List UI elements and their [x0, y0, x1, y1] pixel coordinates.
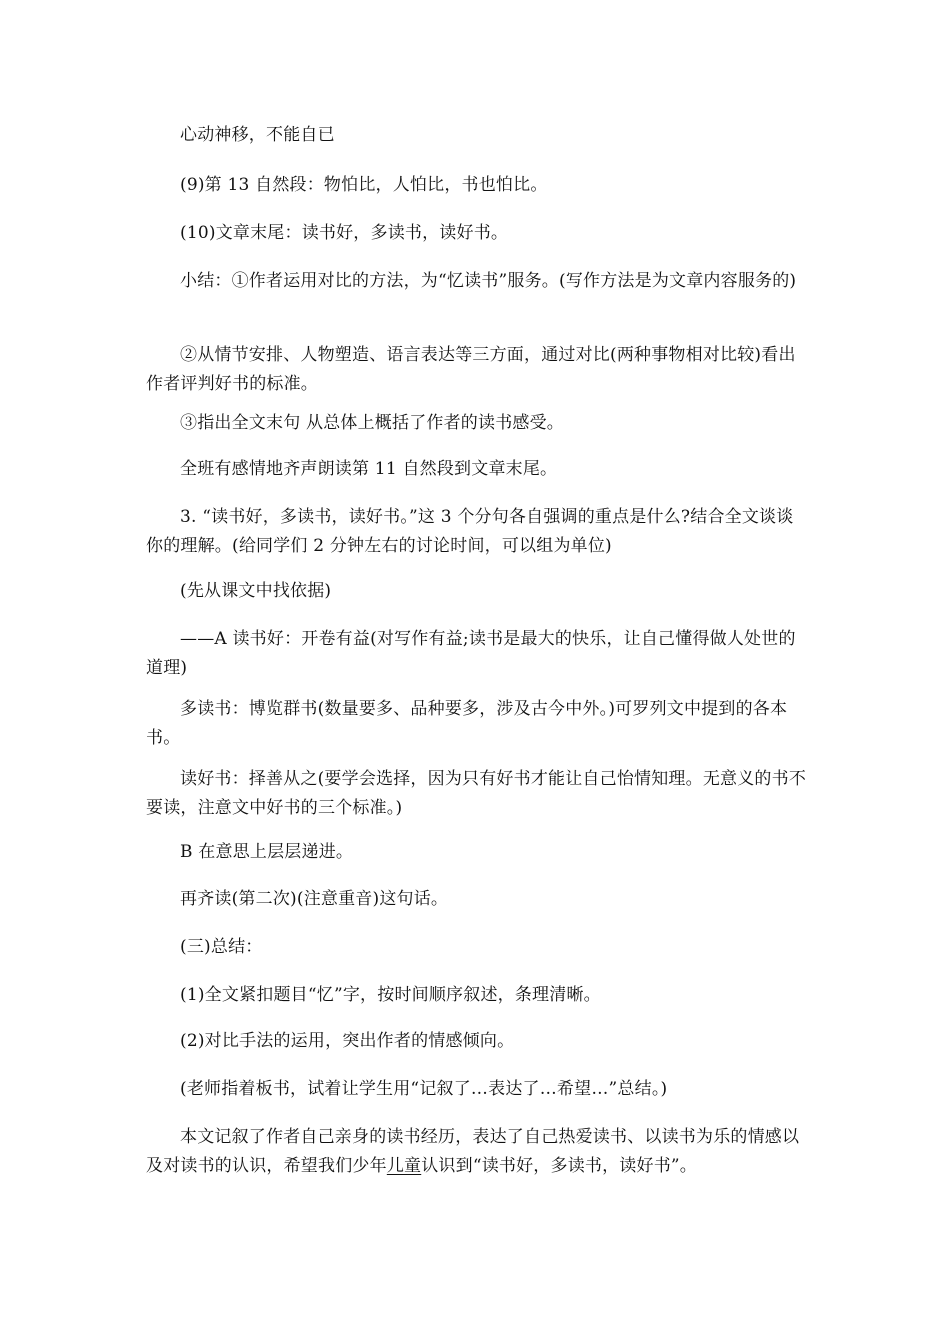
paragraph-teacher-note: (老师指着板书，试着让学生用“记叙了…表达了…希望…”总结。): [180, 1079, 668, 1099]
paragraph-question-3: 3. “读书好，多读书，读好书。”这 3 个分句各自强调的重点是什么?结合全文谈谈你的理解。(给同学们 2 分钟左右的讨论时间，可以组为单位): [146, 507, 794, 556]
paragraph-read-good: 读好书：择善从之(要学会选择，因为只有好书才能让自己怡情知理。无意义的书不要读，注意文中好书的三个标准。): [146, 769, 807, 818]
paragraph-summary-3: ③指出全文末句 从总体上概括了作者的读书感受。: [180, 413, 565, 433]
paragraph-3: (10)文章末尾：读书好，多读书，读好书。: [180, 223, 509, 243]
paragraph-answer-b: B 在意思上层层递进。: [180, 842, 354, 862]
conclusion-text-start: 本文记叙了作者自己亲身的读书经历，表达了自己热爱读书、以读书为乐的情感以及对读书的认识，希望我们少年: [146, 1127, 800, 1176]
underlined-term: 儿童: [386, 1156, 422, 1176]
paragraph-read-again: 再齐读(第二次)(注意重音)这句话。: [180, 889, 449, 909]
paragraph-1: 心动神移，不能自已: [180, 125, 335, 145]
conclusion-text-end: 认识到“读书好，多读书，读好书”。: [421, 1156, 697, 1176]
paragraph-read-aloud: 全班有感情地齐声朗读第 11 自然段到文章末尾。: [180, 459, 558, 479]
section-heading-summary: (三)总结：: [180, 937, 263, 957]
paragraph-summary-point-1: (1)全文紧扣题目“忆”字，按时间顺序叙述，条理清晰。: [180, 985, 601, 1005]
paragraph-read-more: 多读书：博览群书(数量要多、品种要多，涉及古今中外。)可罗列文中提到的各本书。: [146, 699, 788, 748]
paragraph-conclusion: [146, 1123, 810, 1181]
paragraph-answer-a: ——A 读书好：开卷有益(对写作有益;读书是最大的快乐，让自己懂得做人处世的道理): [146, 629, 796, 678]
paragraph-summary-1: 小结：①作者运用对比的方法，为“忆读书”服务。(写作方法是为文章内容服务的): [180, 271, 797, 291]
paragraph-summary-2: ②从情节安排、人物塑造、语言表达等三方面，通过对比(两种事物相对比较)看出作者评判好书的标准。: [146, 345, 796, 394]
paragraph-2: (9)第 13 自然段：物怕比，人怕比，书也怕比。: [180, 175, 548, 195]
paragraph-find-evidence: (先从课文中找依据): [180, 581, 332, 601]
paragraph-summary-point-2: (2)对比手法的运用，突出作者的情感倾向。: [180, 1031, 515, 1051]
